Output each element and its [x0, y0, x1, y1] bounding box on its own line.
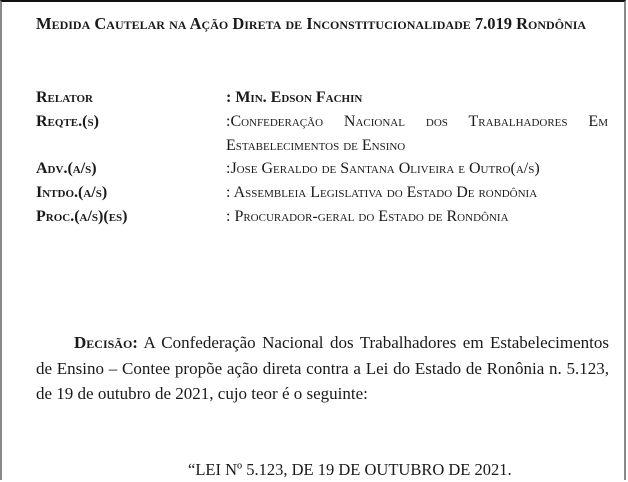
party-value: : Assembleia Legislativa do Estado De rondônia: [226, 184, 538, 202]
decision-text: A Confederação Nacional dos Trabalhadores em Estabelecimentos de Ensino – Contee propõe ação direta contra a Lei do Estado de Ronônia n. 5.123, de 19 de outubro de 2021, cujo teor é o seguinte:: [36, 333, 609, 403]
party-label: Relator: [36, 89, 93, 106]
parties-table: [36, 86, 608, 229]
party-value: :Jose Geraldo de Santana Oliveira e Outro(a/s): [226, 160, 540, 178]
party-label: Proc.(a/s)(es): [36, 207, 128, 225]
party-label: Adv.(a/s): [36, 160, 97, 178]
decision-paragraph: [36, 330, 609, 407]
party-label: Reqte.(s): [36, 112, 99, 130]
party-value: : Procurador-geral do Estado de Rondônia: [226, 207, 509, 225]
party-row-intdo: [36, 181, 608, 205]
party-value: : Min. Edson Fachin: [226, 89, 363, 106]
law-quote-heading: “LEI Nº 5.123, DE 19 DE OUTUBRO DE 2021.: [188, 460, 512, 479]
party-row-relator: [36, 86, 608, 110]
party-row-adv: [36, 157, 608, 181]
document-title: Medida Cautelar na Ação Direta de Inconstitucionalidade 7.019 Rondônia: [36, 14, 587, 33]
decision-label: Decisão:: [74, 333, 138, 352]
party-label: Intdo.(a/s): [36, 184, 108, 202]
party-value: :Confederação Nacional dos Trabalhadores Em Estabelecimentos de Ensino: [226, 112, 608, 154]
party-row-proc: [36, 205, 608, 229]
party-row-reqte: [36, 110, 608, 158]
